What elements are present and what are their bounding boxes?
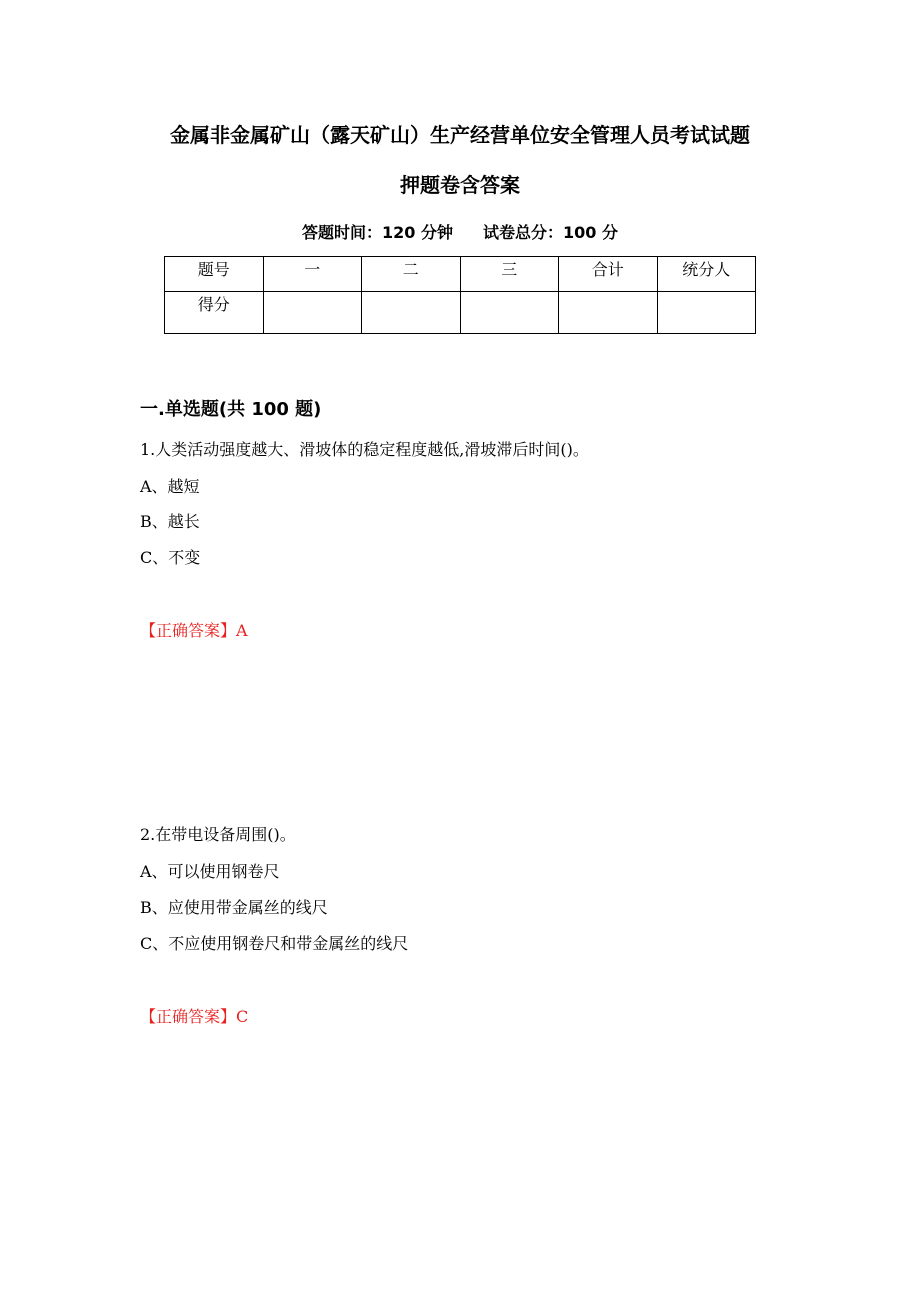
document-title-line-2: 押题卷含答案 xyxy=(400,173,520,197)
exam-meta xyxy=(0,221,920,245)
score-table-header-cell: 二 xyxy=(362,257,461,292)
question-2-stem: 2.在带电设备周围()。 xyxy=(140,825,296,844)
question-2-option-c: C、不应使用钢卷尺和带金属丝的线尺 xyxy=(140,934,409,953)
question-1-option-a: A、越短 xyxy=(140,477,200,496)
score-table-empty-cell xyxy=(263,292,362,334)
score-table-header-cell: 合计 xyxy=(559,257,658,292)
score-table-header-cell: 一 xyxy=(263,257,362,292)
score-table xyxy=(164,256,756,334)
section-title: 一.单选题(共 100 题) xyxy=(140,399,322,420)
score-table-empty-cell xyxy=(657,292,756,334)
score-table-header-cell: 题号 xyxy=(165,257,264,292)
question-1-option-c: C、不变 xyxy=(140,548,201,567)
question-1-option-b: B、越长 xyxy=(140,512,200,531)
document-title-line-1: 金属非金属矿山（露天矿山）生产经营单位安全管理人员考试试题 xyxy=(170,123,750,147)
score-table-header-cell: 三 xyxy=(460,257,559,292)
score-table-empty-cell xyxy=(362,292,461,334)
score-table-score-row xyxy=(165,292,756,334)
score-table-empty-cell xyxy=(559,292,658,334)
question-2-option-b: B、应使用带金属丝的线尺 xyxy=(140,898,328,917)
question-2-option-a: A、可以使用钢卷尺 xyxy=(140,862,280,881)
exam-total-score: 试卷总分：100 分 xyxy=(483,223,618,242)
question-2-answer: 【正确答案】C xyxy=(140,1007,249,1026)
score-table-empty-cell xyxy=(460,292,559,334)
question-1-stem: 1.人类活动强度越大、滑坡体的稳定程度越低,滑坡滞后时间()。 xyxy=(140,440,589,459)
exam-time: 答题时间：120 分钟 xyxy=(302,223,453,242)
question-1-answer: 【正确答案】A xyxy=(140,621,248,640)
score-table-header-row xyxy=(165,257,756,292)
score-table-header-cell: 统分人 xyxy=(657,257,756,292)
score-table-row-label: 得分 xyxy=(165,292,264,334)
